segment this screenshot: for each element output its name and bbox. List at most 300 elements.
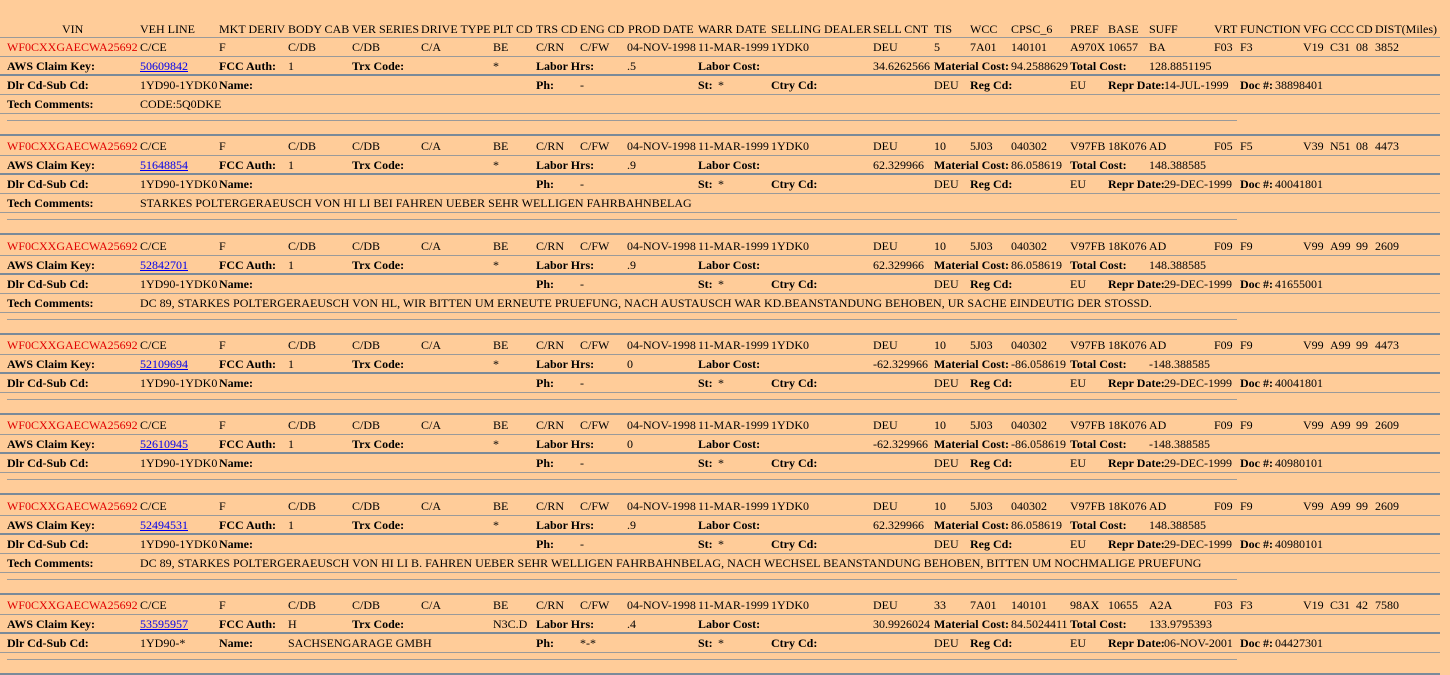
vfg-value: V19 [1303, 40, 1324, 54]
dist-value: 4473 [1375, 139, 1399, 153]
labor-cost-value: -62.329966 [873, 437, 928, 451]
labor-hrs-label: Labor Hrs: [536, 617, 595, 631]
tis-value: 10 [934, 499, 946, 513]
block-end-rule [0, 134, 1440, 136]
block-spacer-rule [7, 399, 1237, 400]
selling-dealer-value: 1YDK0 [771, 338, 809, 352]
labor-hrs-value: 0 [627, 437, 633, 451]
labor-hrs-value: .9 [627, 158, 636, 172]
mkt-deriv-value: F [219, 418, 226, 432]
st-value: * [718, 177, 724, 191]
doc-value: 40980101 [1275, 537, 1323, 551]
labor-hrs-value: .9 [627, 518, 636, 532]
doc-label: Doc #: [1240, 636, 1273, 650]
vin-value: WF0CXXGAECWA25692 [7, 338, 138, 352]
aws-claim-key-label: AWS Claim Key: [7, 617, 95, 631]
sell-cnt-value: DEU [873, 239, 898, 253]
ccc-value: N51 [1330, 139, 1351, 153]
tis-value: 10 [934, 239, 946, 253]
row-divider [0, 472, 1440, 473]
veh-line-value: C/CE [140, 40, 167, 54]
suff-value: AD [1149, 418, 1167, 432]
cpsc-value: 140101 [1011, 40, 1047, 54]
fcc-auth-label: FCC Auth: [219, 518, 277, 532]
column-header: ENG CD [580, 22, 625, 36]
labor-cost-label: Labor Cost: [698, 158, 761, 172]
column-header: VFG [1303, 22, 1328, 36]
name-label: Name: [219, 537, 253, 551]
column-header: CD [1356, 22, 1373, 36]
dist-value: 2609 [1375, 499, 1399, 513]
cpsc-value: 040302 [1011, 338, 1047, 352]
warr-date-value: 11-MAR-1999 [698, 598, 769, 612]
aws-claim-key-label: AWS Claim Key: [7, 59, 95, 73]
ph-label: Ph: [536, 376, 554, 390]
wcc-value: 5J03 [970, 139, 993, 153]
material-cost-value: 86.058619 [1011, 258, 1062, 272]
repr-date-value: 29-DEC-1999 [1164, 376, 1232, 390]
column-header: SELLING DEALER [771, 22, 872, 36]
aws-claim-key-label: AWS Claim Key: [7, 357, 95, 371]
ctry-cd-label: Ctry Cd: [771, 177, 818, 191]
tis-value: 33 [934, 598, 946, 612]
row-divider [0, 312, 1440, 313]
aws-claim-key-label: AWS Claim Key: [7, 158, 95, 172]
vrt-value: F09 [1214, 499, 1233, 513]
labor-cost-label: Labor Cost: [698, 59, 761, 73]
vfg-value: V99 [1303, 338, 1324, 352]
labor-cost-value: 62.329966 [873, 518, 924, 532]
ver-series-value: C/DB [352, 418, 381, 432]
row-divider [0, 212, 1440, 213]
st-value: * [718, 636, 724, 650]
block-end-rule [0, 593, 1440, 595]
doc-label: Doc #: [1240, 537, 1273, 551]
eng-cd-value: C/FW [580, 40, 610, 54]
total-cost-label: Total Cost: [1070, 437, 1127, 451]
repr-date-label: Repr Date: [1108, 177, 1165, 191]
labor-hrs-label: Labor Hrs: [536, 258, 595, 272]
trx-code-value: * [493, 258, 499, 272]
material-cost-label: Material Cost: [934, 258, 1009, 272]
name-label: Name: [219, 636, 253, 650]
labor-hrs-label: Labor Hrs: [536, 357, 595, 371]
material-cost-value: 84.5024411 [1011, 617, 1068, 631]
trs-cd-value: C/RN [536, 139, 565, 153]
tis-value: 5 [934, 40, 940, 54]
trx-code-label: Trx Code: [352, 258, 405, 272]
warr-date-value: 11-MAR-1999 [698, 40, 769, 54]
ver-series-value: C/DB [352, 139, 381, 153]
vfg-value: V99 [1303, 418, 1324, 432]
ctry-cd-label: Ctry Cd: [771, 456, 818, 470]
ph-label: Ph: [536, 456, 554, 470]
aws-claim-key-link[interactable]: 52109694 [140, 357, 188, 371]
block-spacer-rule [7, 319, 1237, 320]
eng-cd-value: C/FW [580, 338, 610, 352]
ph-label: Ph: [536, 277, 554, 291]
vin-value: WF0CXXGAECWA25692 [7, 139, 138, 153]
st-label: St: [698, 78, 713, 92]
ctry-cd-value: DEU [934, 636, 959, 650]
total-cost-value: 148.388585 [1149, 518, 1206, 532]
ver-series-value: C/DB [352, 40, 381, 54]
st-value: * [718, 376, 724, 390]
function-value: F5 [1240, 139, 1253, 153]
suff-value: AD [1149, 239, 1167, 253]
warr-date-value: 11-MAR-1999 [698, 139, 769, 153]
trx-code-value: * [493, 518, 499, 532]
material-cost-label: Material Cost: [934, 357, 1009, 371]
suff-value: BA [1149, 40, 1166, 54]
suff-value: AD [1149, 338, 1167, 352]
material-cost-value: 86.058619 [1011, 158, 1062, 172]
dlr-cd-label: Dlr Cd-Sub Cd: [7, 78, 89, 92]
selling-dealer-value: 1YDK0 [771, 40, 809, 54]
pref-value: A970X [1070, 40, 1106, 54]
eng-cd-value: C/FW [580, 598, 610, 612]
body-cab-value: C/DB [288, 499, 317, 513]
sell-cnt-value: DEU [873, 598, 898, 612]
vrt-value: F09 [1214, 418, 1233, 432]
tech-comments-value: DC 89, STARKES POLTERGERAEUSCH VON HI LI B. FAHREN UEBER SEHR WELLIGEN FAHRBAHNBELAG, NACH WECHSEL BEANSTANDUNG BEHOBEN, BITTEN UM NOCHMALIGE PRUEFUNG [140, 556, 1202, 570]
function-value: F9 [1240, 239, 1253, 253]
aws-claim-key-label: AWS Claim Key: [7, 258, 95, 272]
tech-comments-label: Tech Comments: [7, 196, 94, 210]
doc-label: Doc #: [1240, 456, 1273, 470]
body-cab-value: C/DB [288, 598, 317, 612]
ctry-cd-value: DEU [934, 537, 959, 551]
labor-hrs-value: .4 [627, 617, 636, 631]
cpsc-value: 040302 [1011, 239, 1047, 253]
dlr-cd-label: Dlr Cd-Sub Cd: [7, 177, 89, 191]
mkt-deriv-value: F [219, 40, 226, 54]
column-header: SUFF [1149, 22, 1178, 36]
ver-series-value: C/DB [352, 499, 381, 513]
tech-comments-label: Tech Comments: [7, 97, 94, 111]
row-divider [0, 572, 1440, 573]
column-header: TRS CD [536, 22, 578, 36]
ctry-cd-value: DEU [934, 376, 959, 390]
vrt-value: F03 [1214, 40, 1233, 54]
cd-value: 99 [1356, 239, 1368, 253]
labor-cost-label: Labor Cost: [698, 437, 761, 451]
aws-claim-key-link[interactable]: 50609842 [140, 59, 188, 73]
ctry-cd-label: Ctry Cd: [771, 78, 818, 92]
labor-hrs-label: Labor Hrs: [536, 518, 595, 532]
fcc-auth-value: H [288, 617, 297, 631]
dist-value: 2609 [1375, 418, 1399, 432]
column-header: PLT CD [493, 22, 533, 36]
reg-cd-label: Reg Cd: [970, 456, 1013, 470]
trs-cd-value: C/RN [536, 239, 565, 253]
aws-claim-key-link[interactable]: 52610945 [140, 437, 188, 451]
labor-cost-value: 30.9926024 [873, 617, 930, 631]
labor-cost-value: 62.329966 [873, 258, 924, 272]
aws-claim-key-link[interactable]: 52494531 [140, 518, 188, 532]
selling-dealer-value: 1YDK0 [771, 239, 809, 253]
selling-dealer-value: 1YDK0 [771, 418, 809, 432]
tech-comments-value: CODE:5Q0DKE [140, 97, 222, 111]
ctry-cd-label: Ctry Cd: [771, 277, 818, 291]
reg-cd-value: EU [1070, 78, 1086, 92]
cpsc-value: 040302 [1011, 139, 1047, 153]
column-header: WCC [970, 22, 998, 36]
prod-date-value: 04-NOV-1998 [627, 338, 696, 352]
tis-value: 10 [934, 418, 946, 432]
column-header: MKT DERIV [219, 22, 286, 36]
repr-date-label: Repr Date: [1108, 376, 1165, 390]
pref-value: V97FB [1070, 239, 1106, 253]
total-cost-label: Total Cost: [1070, 617, 1127, 631]
aws-claim-key-link[interactable]: 52842701 [140, 258, 188, 272]
dlr-cd-value: 1YD90-1YDK0 [140, 537, 218, 551]
labor-cost-value: -62.329966 [873, 357, 928, 371]
material-cost-label: Material Cost: [934, 518, 1009, 532]
warr-date-value: 11-MAR-1999 [698, 338, 769, 352]
trs-cd-value: C/RN [536, 40, 565, 54]
base-value: 18K076 [1108, 418, 1147, 432]
plt-cd-value: BE [493, 338, 509, 352]
veh-line-value: C/CE [140, 499, 167, 513]
cpsc-value: 140101 [1011, 598, 1047, 612]
labor-cost-value: 34.6262566 [873, 59, 930, 73]
plt-cd-value: BE [493, 598, 509, 612]
drive-type-value: C/A [421, 418, 442, 432]
dlr-cd-value: 1YD90-1YDK0 [140, 277, 218, 291]
mkt-deriv-value: F [219, 239, 226, 253]
column-header: BASE [1108, 22, 1139, 36]
trx-code-value: N3C.D [493, 617, 528, 631]
drive-type-value: C/A [421, 40, 442, 54]
column-header: PREF [1070, 22, 1099, 36]
reg-cd-label: Reg Cd: [970, 537, 1013, 551]
pref-value: V97FB [1070, 499, 1106, 513]
column-header: SELL CNT [873, 22, 929, 36]
doc-value: 04427301 [1275, 636, 1323, 650]
reg-cd-value: EU [1070, 636, 1086, 650]
mkt-deriv-value: F [219, 499, 226, 513]
fcc-auth-label: FCC Auth: [219, 617, 277, 631]
repr-date-label: Repr Date: [1108, 78, 1165, 92]
ph-value: - [580, 456, 584, 470]
block-end-rule [0, 493, 1440, 495]
wcc-value: 5J03 [970, 499, 993, 513]
labor-hrs-label: Labor Hrs: [536, 59, 595, 73]
cd-value: 08 [1356, 40, 1368, 54]
fcc-auth-value: 1 [288, 357, 294, 371]
row-divider [0, 113, 1440, 114]
repr-date-label: Repr Date: [1108, 537, 1165, 551]
wcc-value: 7A01 [970, 598, 997, 612]
total-cost-value: 148.388585 [1149, 158, 1206, 172]
column-header: PROD DATE [628, 22, 694, 36]
labor-hrs-value: .9 [627, 258, 636, 272]
mkt-deriv-value: F [219, 598, 226, 612]
material-cost-label: Material Cost: [934, 158, 1009, 172]
trx-code-label: Trx Code: [352, 437, 405, 451]
prod-date-value: 04-NOV-1998 [627, 499, 696, 513]
fcc-auth-value: 1 [288, 437, 294, 451]
sell-cnt-value: DEU [873, 40, 898, 54]
veh-line-value: C/CE [140, 418, 167, 432]
labor-hrs-label: Labor Hrs: [536, 158, 595, 172]
total-cost-label: Total Cost: [1070, 357, 1127, 371]
plt-cd-value: BE [493, 139, 509, 153]
pref-value: 98AX [1070, 598, 1100, 612]
dlr-cd-label: Dlr Cd-Sub Cd: [7, 636, 89, 650]
warr-date-value: 11-MAR-1999 [698, 239, 769, 253]
reg-cd-value: EU [1070, 376, 1086, 390]
eng-cd-value: C/FW [580, 139, 610, 153]
doc-value: 38898401 [1275, 78, 1323, 92]
body-cab-value: C/DB [288, 418, 317, 432]
ctry-cd-value: DEU [934, 177, 959, 191]
body-cab-value: C/DB [288, 139, 317, 153]
mkt-deriv-value: F [219, 338, 226, 352]
aws-claim-key-link[interactable]: 53595957 [140, 617, 188, 631]
column-header: VEH LINE [140, 22, 195, 36]
fcc-auth-label: FCC Auth: [219, 437, 277, 451]
aws-claim-key-link[interactable]: 51648854 [140, 158, 188, 172]
doc-value: 41655001 [1275, 277, 1323, 291]
dist-value: 7580 [1375, 598, 1399, 612]
ccc-value: A99 [1330, 499, 1351, 513]
repr-date-label: Repr Date: [1108, 277, 1165, 291]
total-cost-value: 148.388585 [1149, 258, 1206, 272]
trs-cd-value: C/RN [536, 499, 565, 513]
vrt-value: F09 [1214, 239, 1233, 253]
column-header: CCC [1330, 22, 1355, 36]
fcc-auth-value: 1 [288, 59, 294, 73]
wcc-value: 5J03 [970, 338, 993, 352]
repr-date-value: 29-DEC-1999 [1164, 277, 1232, 291]
block-end-rule [0, 233, 1440, 235]
drive-type-value: C/A [421, 338, 442, 352]
name-label: Name: [219, 456, 253, 470]
ctry-cd-value: DEU [934, 456, 959, 470]
material-cost-value: 86.058619 [1011, 518, 1062, 532]
row-divider [0, 652, 1440, 653]
function-value: F3 [1240, 598, 1253, 612]
vfg-value: V39 [1303, 139, 1324, 153]
ph-value: - [580, 78, 584, 92]
fcc-auth-label: FCC Auth: [219, 357, 277, 371]
cd-value: 99 [1356, 418, 1368, 432]
reg-cd-value: EU [1070, 537, 1086, 551]
total-cost-value: -148.388585 [1149, 357, 1210, 371]
ph-label: Ph: [536, 636, 554, 650]
dlr-cd-value: 1YD90-1YDK0 [140, 78, 218, 92]
ph-value: - [580, 277, 584, 291]
ctry-cd-value: DEU [934, 78, 959, 92]
drive-type-value: C/A [421, 139, 442, 153]
labor-cost-value: 62.329966 [873, 158, 924, 172]
st-value: * [718, 277, 724, 291]
total-cost-value: -148.388585 [1149, 437, 1210, 451]
doc-value: 40980101 [1275, 456, 1323, 470]
total-cost-label: Total Cost: [1070, 518, 1127, 532]
st-label: St: [698, 376, 713, 390]
eng-cd-value: C/FW [580, 418, 610, 432]
warr-date-value: 11-MAR-1999 [698, 499, 769, 513]
plt-cd-value: BE [493, 40, 509, 54]
pref-value: V97FB [1070, 338, 1106, 352]
cd-value: 08 [1356, 139, 1368, 153]
cpsc-value: 040302 [1011, 418, 1047, 432]
dlr-cd-label: Dlr Cd-Sub Cd: [7, 376, 89, 390]
trx-code-value: * [493, 59, 499, 73]
trs-cd-value: C/RN [536, 338, 565, 352]
eng-cd-value: C/FW [580, 239, 610, 253]
material-cost-label: Material Cost: [934, 59, 1009, 73]
prod-date-value: 04-NOV-1998 [627, 139, 696, 153]
column-header: VER SERIES [352, 22, 420, 36]
trx-code-label: Trx Code: [352, 158, 405, 172]
body-cab-value: C/DB [288, 40, 317, 54]
body-cab-value: C/DB [288, 338, 317, 352]
material-cost-label: Material Cost: [934, 437, 1009, 451]
trx-code-value: * [493, 437, 499, 451]
tech-comments-value: DC 89, STARKES POLTERGERAEUSCH VON HL, WIR BITTEN UM ERNEUTE PRUEFUNG, NACH AUSTAUSCH WAR KD.BEANSTANDUNG BEHOBEN, UR SACHE EINDEUTIG DER STOSSD. [140, 296, 1152, 310]
dlr-cd-label: Dlr Cd-Sub Cd: [7, 277, 89, 291]
function-value: F9 [1240, 338, 1253, 352]
material-cost-value: -86.058619 [1011, 437, 1066, 451]
reg-cd-value: EU [1070, 277, 1086, 291]
fcc-auth-value: 1 [288, 158, 294, 172]
reg-cd-label: Reg Cd: [970, 177, 1013, 191]
repr-date-label: Repr Date: [1108, 456, 1165, 470]
trx-code-label: Trx Code: [352, 59, 405, 73]
ph-value: - [580, 537, 584, 551]
vrt-value: F09 [1214, 338, 1233, 352]
block-end-rule [0, 413, 1440, 415]
block-spacer-rule [7, 479, 1237, 480]
base-value: 18K076 [1108, 338, 1147, 352]
column-header: WARR DATE [698, 22, 767, 36]
repr-date-value: 29-DEC-1999 [1164, 177, 1232, 191]
tech-comments-label: Tech Comments: [7, 556, 94, 570]
ph-label: Ph: [536, 177, 554, 191]
repr-date-value: 06-NOV-2001 [1164, 636, 1233, 650]
block-spacer-rule [7, 579, 1237, 580]
selling-dealer-value: 1YDK0 [771, 139, 809, 153]
ccc-value: A99 [1330, 418, 1351, 432]
block-spacer-rule [7, 219, 1237, 220]
ccc-value: A99 [1330, 239, 1351, 253]
reg-cd-label: Reg Cd: [970, 636, 1013, 650]
pref-value: V97FB [1070, 139, 1106, 153]
tech-comments-label: Tech Comments: [7, 296, 94, 310]
plt-cd-value: BE [493, 418, 509, 432]
drive-type-value: C/A [421, 239, 442, 253]
doc-value: 40041801 [1275, 376, 1323, 390]
tech-comments-value: STARKES POLTERGERAEUSCH VON HI LI BEI FAHREN UEBER SEHR WELLIGEN FAHRBAHNBELAG [140, 196, 692, 210]
trx-code-label: Trx Code: [352, 518, 405, 532]
block-spacer-rule [7, 120, 1237, 121]
labor-cost-label: Labor Cost: [698, 518, 761, 532]
body-cab-value: C/DB [288, 239, 317, 253]
vrt-value: F03 [1214, 598, 1233, 612]
name-label: Name: [219, 277, 253, 291]
veh-line-value: C/CE [140, 139, 167, 153]
mkt-deriv-value: F [219, 139, 226, 153]
base-value: 18K076 [1108, 499, 1147, 513]
ph-value: *-* [580, 636, 596, 650]
prod-date-value: 04-NOV-1998 [627, 598, 696, 612]
repr-date-value: 14-JUL-1999 [1164, 78, 1229, 92]
ccc-value: C31 [1330, 598, 1351, 612]
